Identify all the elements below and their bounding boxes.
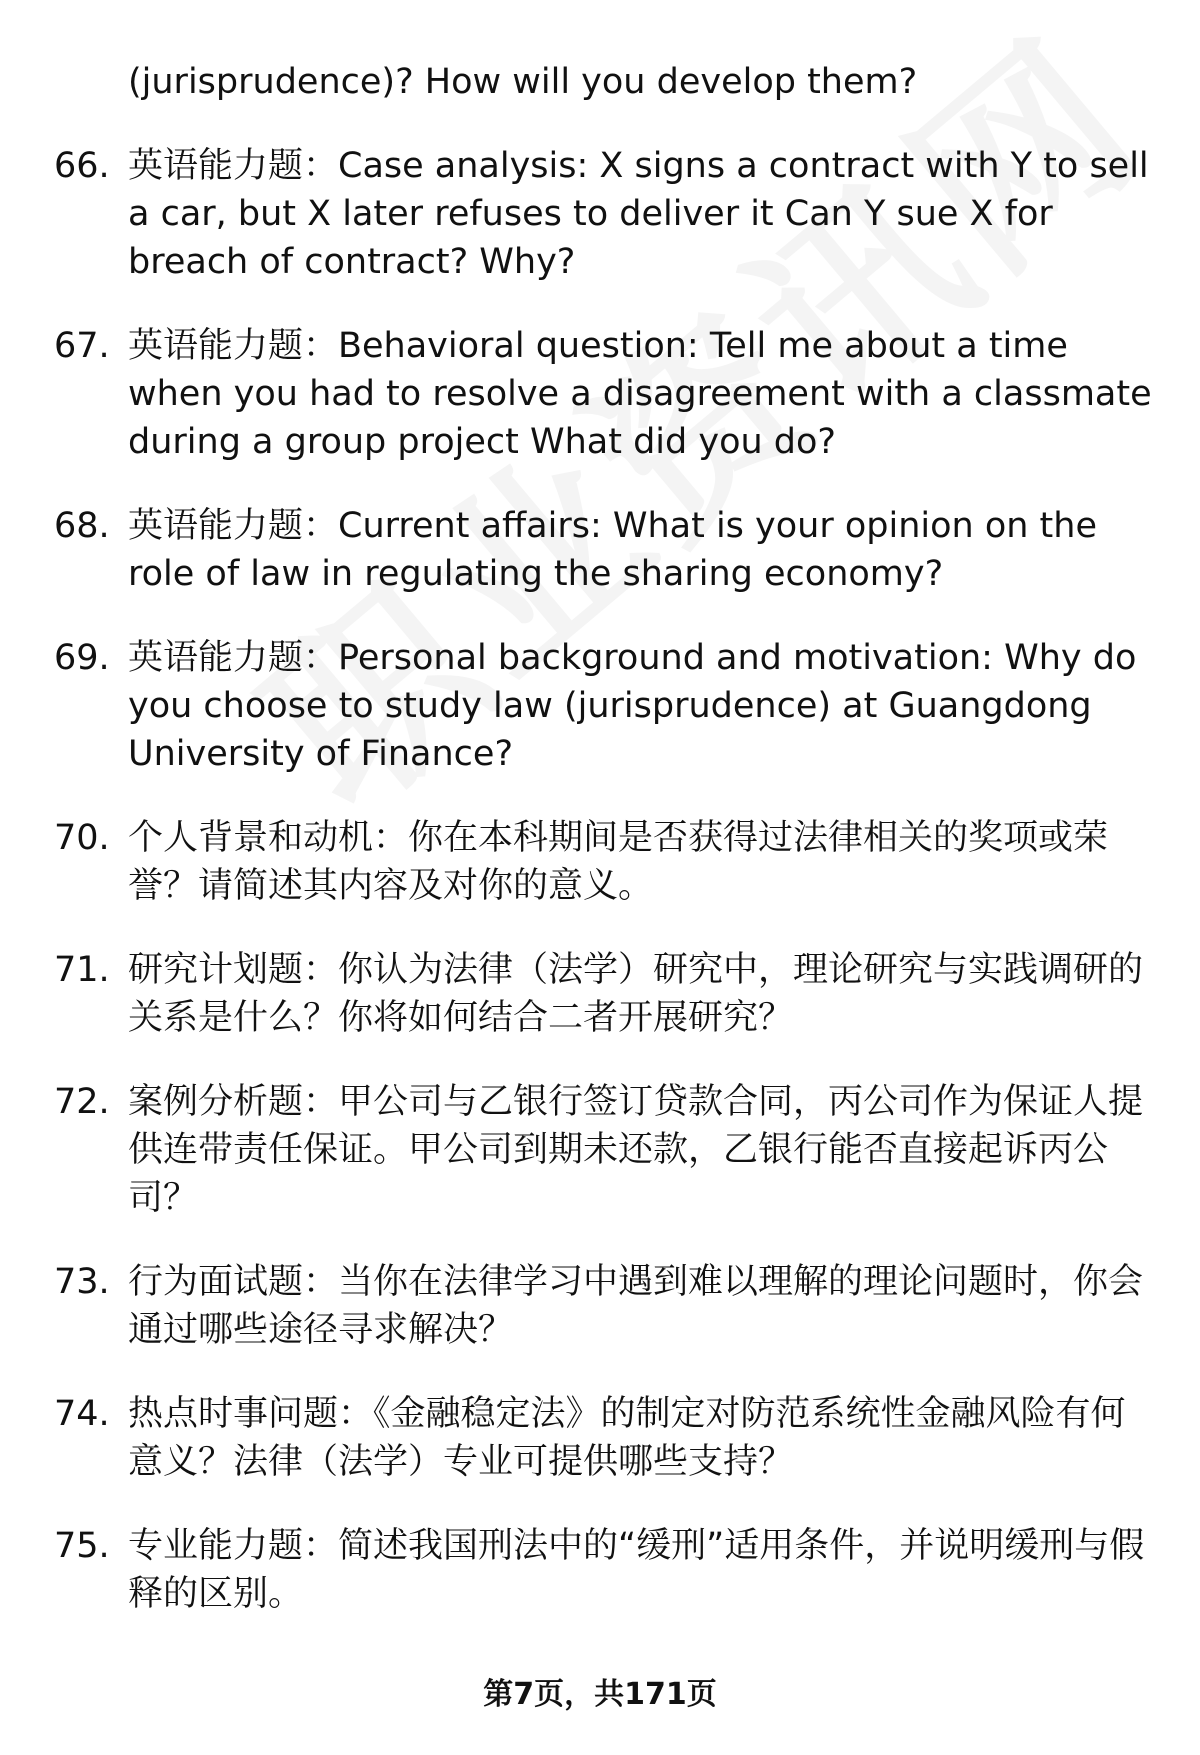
question-text: 案例分析题：甲公司与乙银行签订贷款合同，丙公司作为保证人提供连带责任保证。甲公司到期未还款，乙银行能否直接起诉丙公司？: [128, 1082, 1144, 1218]
question-item: [54, 1078, 1154, 1222]
question-item: [54, 946, 1154, 1042]
question-item: [54, 322, 1154, 466]
question-item: [54, 634, 1154, 778]
question-number: 71.: [54, 950, 110, 990]
question-number: 73.: [54, 1262, 110, 1302]
question-text: 英语能力题：Personal background and motivation: Why do you choose to study law (jurisprudence) at Guangdong University of Finance?: [128, 638, 1137, 774]
question-item: [54, 1390, 1154, 1486]
question-text: 热点时事问题：《金融稳定法》的制定对防范系统性金融风险有何意义？法律（法学）专业可提供哪些支持？: [128, 1394, 1126, 1482]
question-item: [54, 1522, 1154, 1618]
question-number: 75.: [54, 1526, 110, 1566]
question-number: 68.: [54, 506, 110, 546]
question-list: [54, 58, 1154, 1618]
question-text: 英语能力题：Behavioral question: Tell me about a time when you had to resolve a disagreement with a classmate during a group project What did you do?: [128, 326, 1152, 462]
question-item: [54, 502, 1154, 598]
question-item: [54, 1258, 1154, 1354]
question-text: 研究计划题：你认为法律（法学）研究中，理论研究与实践调研的关系是什么？你将如何结合二者开展研究？: [128, 950, 1144, 1038]
question-number: 72.: [54, 1082, 110, 1122]
question-number: 70.: [54, 818, 110, 858]
question-text: 专业能力题：简述我国刑法中的“缓刑”适用条件，并说明缓刑与假释的区别。: [128, 1526, 1145, 1614]
page-footer: 第7页，共171页: [483, 1677, 717, 1712]
question-item: [54, 142, 1154, 286]
question-text: 英语能力题：Case analysis: X signs a contract with Y to sell a car, but X later refuses to deliver it Can Y sue X for breach of contract? Why?: [128, 146, 1149, 282]
question-text: 行为面试题：当你在法律学习中遇到难以理解的理论问题时，你会通过哪些途径寻求解决？: [128, 1262, 1144, 1350]
question-number: 67.: [54, 326, 110, 366]
question-number: 66.: [54, 146, 110, 186]
question-number: 74.: [54, 1394, 110, 1434]
question-text: 个人背景和动机：你在本科期间是否获得过法律相关的奖项或荣誉？请简述其内容及对你的意义。: [128, 818, 1109, 906]
question-number: 69.: [54, 638, 110, 678]
continued-question-text: (jurisprudence)? How will you develop them?: [128, 62, 918, 102]
question-item: [54, 814, 1154, 910]
question-text: 英语能力题：Current affairs: What is your opinion on the role of law in regulating the sharing economy?: [128, 506, 1097, 594]
